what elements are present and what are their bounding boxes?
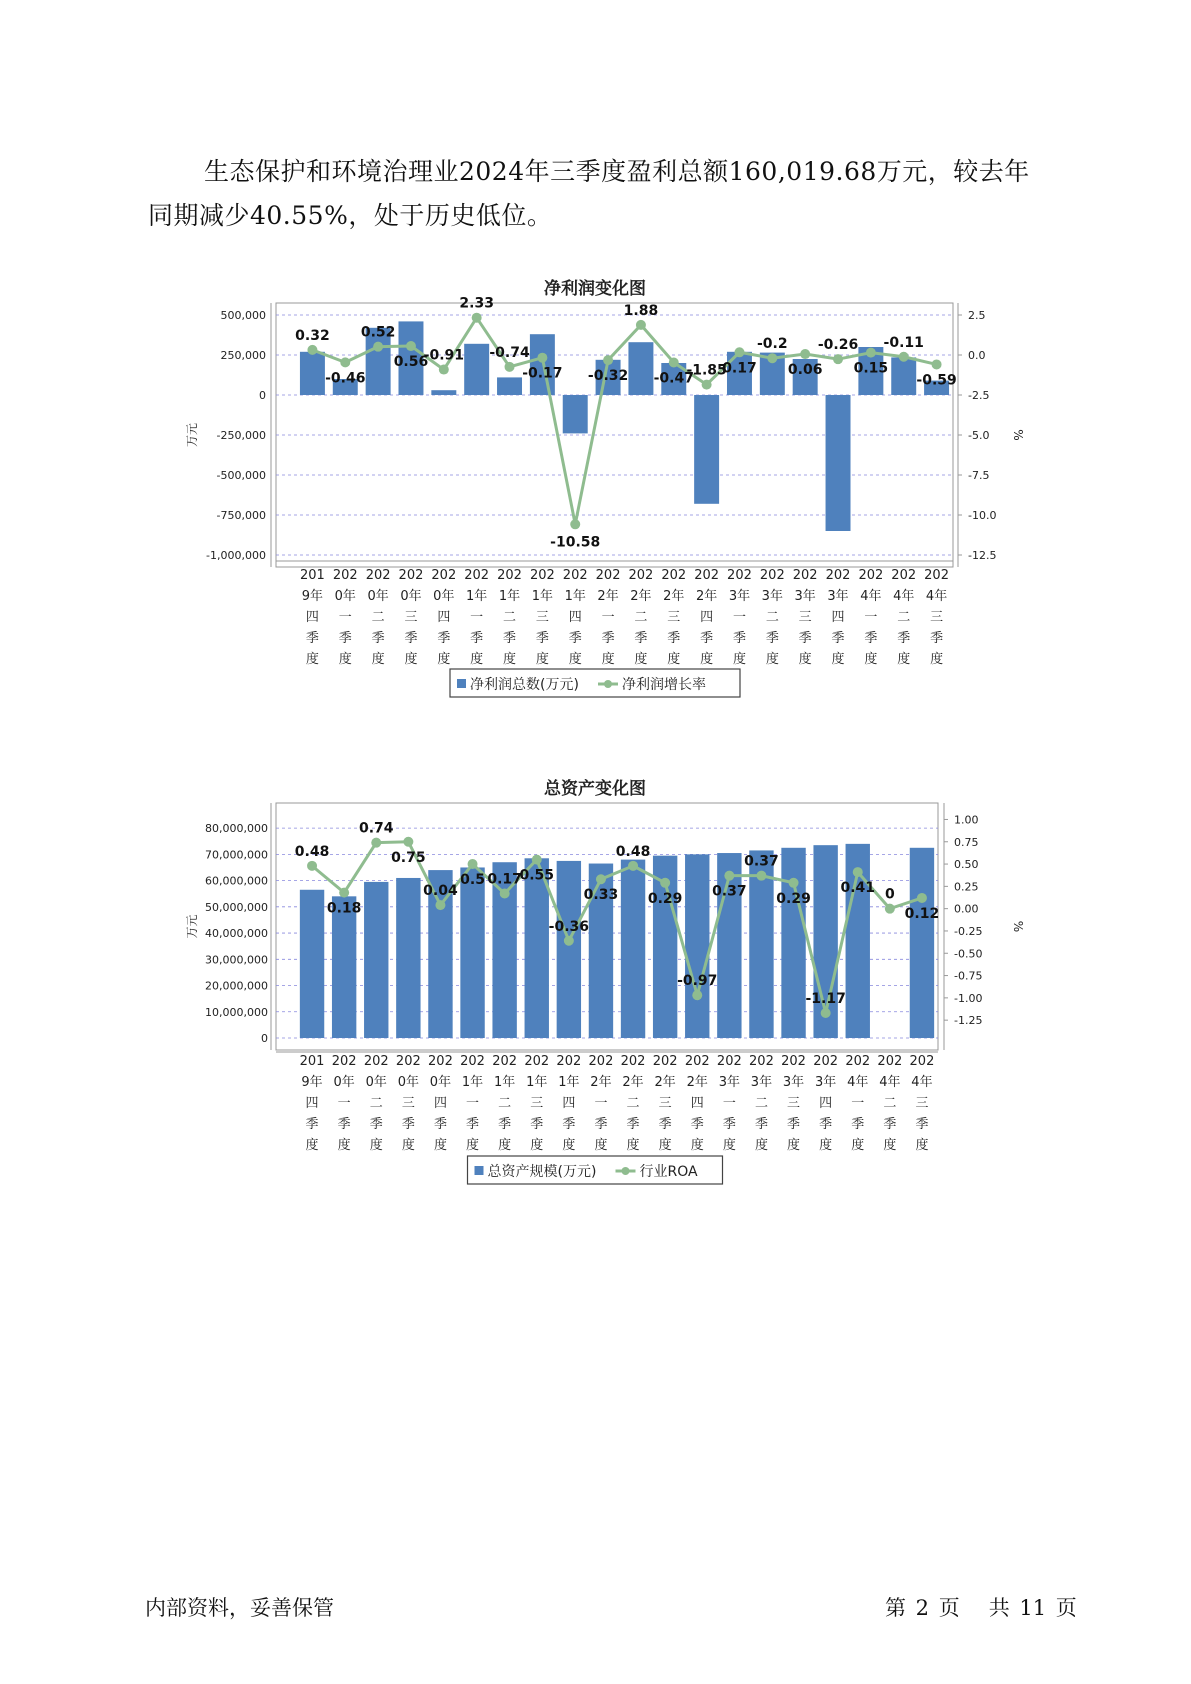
data-label: 0.29 <box>776 890 811 907</box>
line-point <box>532 855 542 865</box>
data-label: -0.2 <box>757 336 788 353</box>
data-label: 0.5 <box>460 872 485 889</box>
x-tick-label: 202 2年一季度 <box>588 1054 614 1153</box>
line-point <box>724 871 734 881</box>
x-tick-label: 202 1年四季度 <box>556 1054 582 1153</box>
line-point <box>596 874 606 884</box>
x-tick-label: 202 0年三季度 <box>398 568 424 667</box>
line-point <box>932 359 942 369</box>
x-tick-label: 202 2年一季度 <box>595 568 621 667</box>
chart-title: 总资产变化图 <box>544 779 646 799</box>
x-tick-label: 202 4年三季度 <box>924 568 949 667</box>
x-tick-label: 202 1年三季度 <box>529 568 555 667</box>
x-tick-label: 202 3年三季度 <box>792 568 818 667</box>
y-tick-label: 0 <box>261 1032 268 1045</box>
data-label: -0.32 <box>587 368 629 385</box>
x-tick-label: 202 1年二季度 <box>497 568 522 667</box>
line-point <box>307 345 317 355</box>
y2-tick-label: -2.5 <box>968 389 990 402</box>
bar <box>910 848 934 1038</box>
data-label: -0.36 <box>548 918 590 935</box>
y2-tick-label: -0.75 <box>954 969 983 983</box>
y-tick-label: -1,000,000 <box>206 549 266 562</box>
data-label: -0.91 <box>423 347 465 364</box>
x-tick-label: 202 3年二季度 <box>759 568 785 667</box>
x-tick-label: 202 1年一季度 <box>464 568 490 667</box>
bar <box>364 882 388 1038</box>
line-point <box>570 519 580 529</box>
paragraph-text: 生态保护和环境治理业2024年三季度盈利总额160,019.68万元，较去年同期减少40.55%，处于历史低位。 <box>148 157 1030 230</box>
line-point <box>564 936 574 946</box>
line-point <box>734 347 744 357</box>
x-tick-label: 202 3年一季度 <box>727 568 752 667</box>
data-label: 0.48 <box>615 843 651 860</box>
bar <box>685 854 709 1038</box>
line-point <box>406 341 416 351</box>
data-label: -0.97 <box>677 973 718 990</box>
x-tick-label: 202 0年二季度 <box>365 568 391 667</box>
y-tick-label: -750,000 <box>216 509 266 522</box>
line-point <box>403 837 413 847</box>
bar <box>332 896 356 1038</box>
x-tick-label: 202 3年四季度 <box>813 1054 839 1153</box>
data-label: 0.06 <box>787 362 823 379</box>
y2-tick-label: -1.25 <box>954 1014 983 1028</box>
x-tick-label: 202 4年一季度 <box>845 1054 871 1153</box>
y2-tick-label: 0.50 <box>954 858 979 872</box>
y-tick-label: 10,000,000 <box>205 1005 268 1019</box>
line-point <box>756 871 766 881</box>
legend-label: 净利润增长率 <box>622 677 706 693</box>
data-label: 0.04 <box>423 883 458 900</box>
x-tick-label: 202 0年二季度 <box>363 1054 389 1153</box>
y2-tick-label: -7.5 <box>968 469 990 482</box>
bar <box>891 357 916 395</box>
line-point <box>371 838 381 848</box>
y-tick-label: 250,000 <box>220 349 266 362</box>
line-point <box>833 354 843 364</box>
line-point <box>636 320 646 330</box>
y-tick-label: 70,000,000 <box>205 848 268 862</box>
chart-title: 净利润变化图 <box>544 279 646 299</box>
y-tick-label: 30,000,000 <box>205 953 268 967</box>
bar <box>396 878 420 1038</box>
data-label: 0.37 <box>744 853 779 870</box>
line-point <box>669 358 679 368</box>
line-point <box>468 859 478 869</box>
legend-label: 净利润总数(万元) <box>470 677 579 693</box>
x-tick-label: 202 2年四季度 <box>694 568 720 667</box>
bar <box>621 860 645 1038</box>
y2-tick-label: 0.25 <box>954 880 979 894</box>
footer-page-number: 第 2 页 共 11 页 <box>885 1596 1077 1620</box>
line-point <box>702 380 712 390</box>
x-tick-label: 202 0年三季度 <box>395 1054 421 1153</box>
data-label: -0.74 <box>489 344 530 361</box>
y-axis-label: 万元 <box>185 914 199 939</box>
data-label: 0.15 <box>853 360 889 377</box>
line-point <box>472 313 482 323</box>
y2-tick-label: -12.5 <box>968 549 997 562</box>
x-tick-label: 202 1年一季度 <box>460 1054 485 1153</box>
bar <box>628 342 653 395</box>
bar <box>557 861 581 1038</box>
y2-axis-label: % <box>1011 920 1025 933</box>
y-tick-label: 0 <box>259 389 266 402</box>
legend-swatch-point <box>604 680 612 688</box>
legend-swatch-point <box>622 1167 630 1175</box>
x-tick-label: 202 0年四季度 <box>431 568 457 667</box>
legend-swatch-bar <box>457 679 466 688</box>
line-point <box>439 365 449 375</box>
data-label: 0.18 <box>326 900 362 917</box>
legend <box>468 1156 723 1184</box>
y-tick-label: 60,000,000 <box>205 874 268 888</box>
data-label: -0.59 <box>916 372 957 389</box>
data-label: -0.26 <box>817 337 859 354</box>
data-label: -1.85 <box>686 362 727 379</box>
y2-tick-label: 1.00 <box>954 813 979 827</box>
footer-confidential: 内部资料，妥善保管 <box>145 1596 334 1620</box>
net-profit-chart <box>0 270 1191 720</box>
y2-tick-label: -0.25 <box>954 924 983 938</box>
y-tick-label: -250,000 <box>216 429 266 442</box>
data-label: 1.88 <box>623 302 659 319</box>
legend-label: 总资产规模(万元) <box>487 1164 597 1180</box>
data-label: 0.48 <box>294 843 330 860</box>
line-point <box>821 1008 831 1018</box>
y-tick-label: 80,000,000 <box>205 822 268 836</box>
line-point <box>307 861 317 871</box>
x-tick-label: 202 1年四季度 <box>562 568 588 667</box>
bar <box>431 390 456 395</box>
total-assets-chart <box>0 770 1191 1220</box>
data-label: 0.41 <box>840 880 876 897</box>
data-label: 0.37 <box>712 883 747 900</box>
bar <box>826 395 851 531</box>
data-label: 0.29 <box>647 890 683 907</box>
y2-axis-label: % <box>1011 429 1025 441</box>
legend-label: 行业ROA <box>639 1164 698 1180</box>
data-label: 0.33 <box>583 887 619 904</box>
y2-tick-label: 0.00 <box>954 902 979 916</box>
x-tick-label: 202 2年三季度 <box>652 1054 678 1153</box>
data-label: -0.17 <box>522 365 563 382</box>
chart-svg <box>0 270 1191 720</box>
x-tick-label: 202 0年四季度 <box>428 1054 453 1153</box>
line-point <box>853 867 863 877</box>
x-tick-label: 202 3年三季度 <box>781 1054 806 1153</box>
line-point <box>435 900 445 910</box>
x-tick-label: 202 3年一季度 <box>716 1054 742 1153</box>
y2-tick-label: -5.0 <box>968 429 990 442</box>
chart-svg <box>0 770 1191 1220</box>
y2-tick-label: -1.00 <box>954 991 983 1005</box>
line-point <box>866 348 876 358</box>
body-paragraph <box>148 150 1048 238</box>
y2-tick-label: 0.0 <box>968 349 986 362</box>
y2-tick-label: -0.50 <box>954 947 983 961</box>
data-label: -1.17 <box>805 991 846 1008</box>
x-tick-label: 202 4年二季度 <box>877 1054 903 1153</box>
data-label: 0 <box>884 886 895 903</box>
data-label: -0.11 <box>883 334 924 351</box>
y2-tick-label: -10.0 <box>968 509 997 522</box>
legend-swatch-bar <box>475 1166 484 1175</box>
data-label: 0.17 <box>722 360 757 377</box>
x-tick-label: 201 9年四季度 <box>300 568 325 667</box>
bar <box>300 890 324 1038</box>
bar <box>694 395 719 504</box>
data-label: 0.52 <box>360 324 396 341</box>
bar <box>464 344 489 395</box>
line-point <box>767 353 777 363</box>
line-point <box>692 990 702 1000</box>
data-label: 0.55 <box>519 867 555 884</box>
data-label: 0.32 <box>295 327 330 344</box>
x-tick-label: 202 2年三季度 <box>661 568 687 667</box>
x-tick-label: 202 0年一季度 <box>331 1054 357 1153</box>
y-tick-label: 20,000,000 <box>205 979 268 993</box>
y-axis-label: 万元 <box>185 422 199 448</box>
x-tick-label: 202 4年一季度 <box>858 568 884 667</box>
x-tick-label: 202 3年二季度 <box>749 1054 774 1153</box>
line-point <box>373 342 383 352</box>
line-point <box>789 878 799 888</box>
line-point <box>917 893 927 903</box>
data-label: -10.58 <box>550 534 601 551</box>
data-label: -0.46 <box>325 370 366 387</box>
x-tick-label: 202 4年三季度 <box>909 1054 935 1153</box>
x-tick-label: 202 3年四季度 <box>825 568 851 667</box>
line-point <box>899 352 909 362</box>
y2-tick-label: 2.5 <box>968 309 986 322</box>
bar <box>563 395 588 433</box>
bar <box>497 377 522 395</box>
x-tick-label: 202 1年三季度 <box>524 1054 550 1153</box>
x-tick-label: 202 1年二季度 <box>492 1054 518 1153</box>
data-label: -0.47 <box>653 370 694 387</box>
y-tick-label: 50,000,000 <box>205 900 268 914</box>
data-label: 0.12 <box>904 905 940 922</box>
data-label: 0.74 <box>358 820 394 837</box>
line-point <box>660 878 670 888</box>
x-tick-label: 202 2年二季度 <box>620 1054 646 1153</box>
line-point <box>505 362 515 372</box>
bar <box>460 867 484 1038</box>
line-point <box>628 861 638 871</box>
y-tick-label: -500,000 <box>216 469 266 482</box>
x-tick-label: 202 4年二季度 <box>891 568 917 667</box>
data-label: 0.17 <box>487 871 522 888</box>
line-point <box>603 355 613 365</box>
line-point <box>339 888 349 898</box>
x-tick-label: 202 2年四季度 <box>684 1054 710 1153</box>
bar <box>781 848 805 1038</box>
data-label: 0.56 <box>393 354 429 371</box>
y-tick-label: 40,000,000 <box>205 927 268 941</box>
data-label: 0.75 <box>391 849 426 866</box>
line-point <box>340 357 350 367</box>
legend <box>450 669 740 697</box>
x-tick-label: 201 9年四季度 <box>299 1054 325 1153</box>
y2-tick-label: 0.75 <box>954 835 979 849</box>
y-tick-label: 500,000 <box>220 309 266 322</box>
data-label: 2.33 <box>459 295 494 312</box>
line-point <box>885 904 895 914</box>
line-point <box>500 888 510 898</box>
x-tick-label: 202 0年一季度 <box>332 568 358 667</box>
line-point <box>537 353 547 363</box>
x-tick-label: 202 2年二季度 <box>628 568 654 667</box>
bar <box>300 352 325 395</box>
line-point <box>800 349 810 359</box>
